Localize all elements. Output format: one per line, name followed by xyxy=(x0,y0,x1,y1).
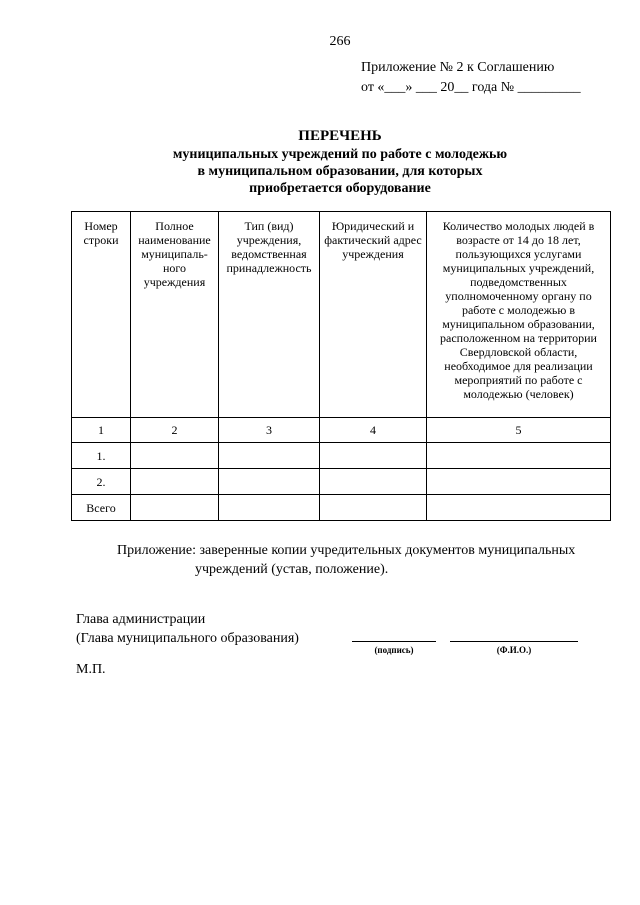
appendix-reference: Приложение № 2 к Соглашению xyxy=(361,60,555,75)
column-number-row xyxy=(72,418,611,443)
table-cell xyxy=(427,495,611,521)
signature-caption: (подпись) xyxy=(374,645,414,655)
header-address: Юридический и фактический адрес учреждения xyxy=(320,212,427,418)
document-title-line-3: приобретается оборудование xyxy=(249,181,431,196)
table-cell xyxy=(131,443,219,469)
table-cell xyxy=(131,495,219,521)
row-label: Всего xyxy=(72,495,131,521)
table-cell xyxy=(131,469,219,495)
table-cell xyxy=(320,469,427,495)
table-cell xyxy=(219,495,320,521)
table-row-total xyxy=(72,495,611,521)
appendix-date-line: от «___» ___ 20__ года № _________ xyxy=(361,80,581,95)
page-number: 266 xyxy=(329,34,351,49)
header-type: Тип (вид) учреждения, ведомственная принадлежность xyxy=(219,212,320,418)
table-cell xyxy=(320,443,427,469)
attachment-note-line-2: учреждений (устав, положение). xyxy=(195,562,389,577)
row-label: 2. xyxy=(72,469,131,495)
column-number: 4 xyxy=(320,418,427,443)
table-cell xyxy=(219,443,320,469)
document-heading: ПЕРЕЧЕНЬ xyxy=(298,128,382,144)
attachment-note-line-1: Приложение: заверенные копии учредительных документов муниципальных xyxy=(117,543,576,558)
column-number: 3 xyxy=(219,418,320,443)
document-title-line-2: в муниципальном образовании, для которых xyxy=(197,164,483,179)
name-line xyxy=(450,641,578,642)
head-of-municipality-label: (Глава муниципального образования) xyxy=(76,631,299,646)
document-title-line-1: муниципальных учреждений по работе с молодежью xyxy=(172,147,508,162)
name-caption: (Ф.И.О.) xyxy=(496,645,532,655)
table-cell xyxy=(219,469,320,495)
column-number: 2 xyxy=(131,418,219,443)
table-row xyxy=(72,443,611,469)
table-cell xyxy=(427,469,611,495)
table-cell xyxy=(427,443,611,469)
stamp-label: М.П. xyxy=(76,662,106,677)
head-of-administration-label: Глава администрации xyxy=(76,612,206,627)
table-header-row xyxy=(72,212,611,418)
institutions-table xyxy=(71,211,611,521)
table-row xyxy=(72,469,611,495)
table-cell xyxy=(320,495,427,521)
header-row-number: Номер строки xyxy=(72,212,131,418)
column-number: 5 xyxy=(427,418,611,443)
header-youth-count: Количество молодых людей в возрасте от 14 до 18 лет, пользующихся услугами муниципальных учреждений, подведомственных уполномоченному органу по работе с молодежью в муниципальном образовании, расположенном на территории Свердловской области, необходимое для реализации мероприятий по работе с молодежью (человек) xyxy=(427,212,611,418)
header-full-name: Полное наименование муниципаль-ного учреждения xyxy=(131,212,219,418)
column-number: 1 xyxy=(72,418,131,443)
row-label: 1. xyxy=(72,443,131,469)
signature-line xyxy=(352,641,436,642)
